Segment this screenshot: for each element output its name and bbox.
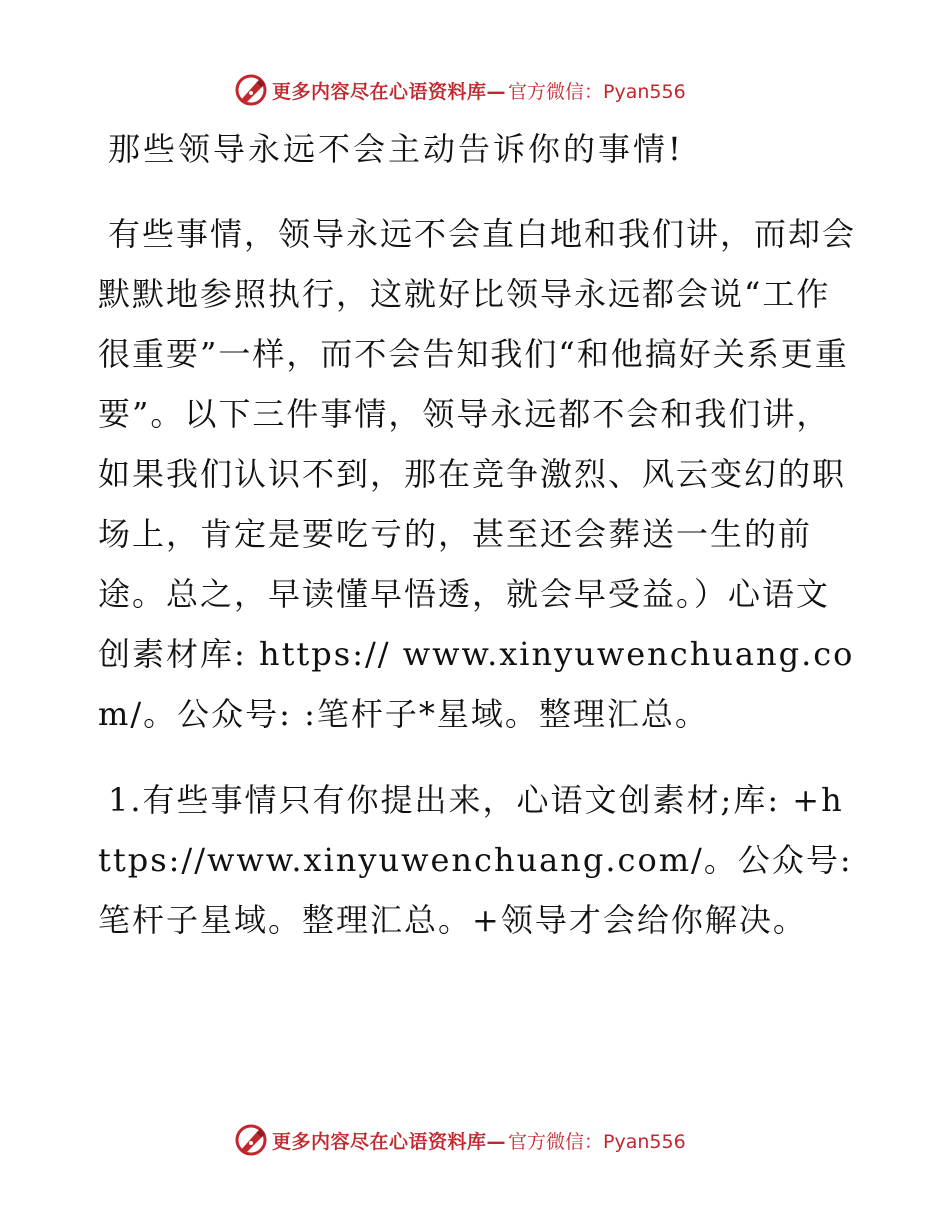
footer-banner-suffix: 官方微信：Pyan556 [508,1130,686,1153]
document-title: 那些领导永远不会主动告诉你的事情! [108,130,684,168]
header-banner-suffix: 官方微信：Pyan556 [508,80,686,103]
footer-banner-text: 更多内容尽在心语资料库— [272,1130,507,1153]
document-body [98,124,858,976]
body-paragraph: 有些事情，领导永远不会直白地和我们讲，而却会默默地参照执行，这就好比领导永远都会说“工作很重要”一样，而不会告知我们“和他搞好关系更重要”。以下三件事情，领导永远都不会和我们讲，如果我们认识不到，那在竞争激烈、风云变幻的职场上，肯定是要吃亏的，甚至还会葬送一生的前途。总之，早读懂早悟透，就会早受益。）心语文创素材库: https:// www.xinyuwenchuang.com/。公众号: :笔杆子*星域。整理汇总。 [98,215,857,733]
pen-nib-logo-icon [234,1123,268,1157]
body-paragraph: 1.有些事情只有你提出来，心语文创素材;库: +https://www.xinyuwenchuang.com/。公众号: 笔杆子星域。整理汇总。+领导才会给你解决。 [98,781,853,939]
header-banner [234,72,686,108]
footer-banner [234,1122,686,1158]
pen-nib-logo-icon [234,73,268,107]
header-banner-text: 更多内容尽在心语资料库— [272,80,507,103]
